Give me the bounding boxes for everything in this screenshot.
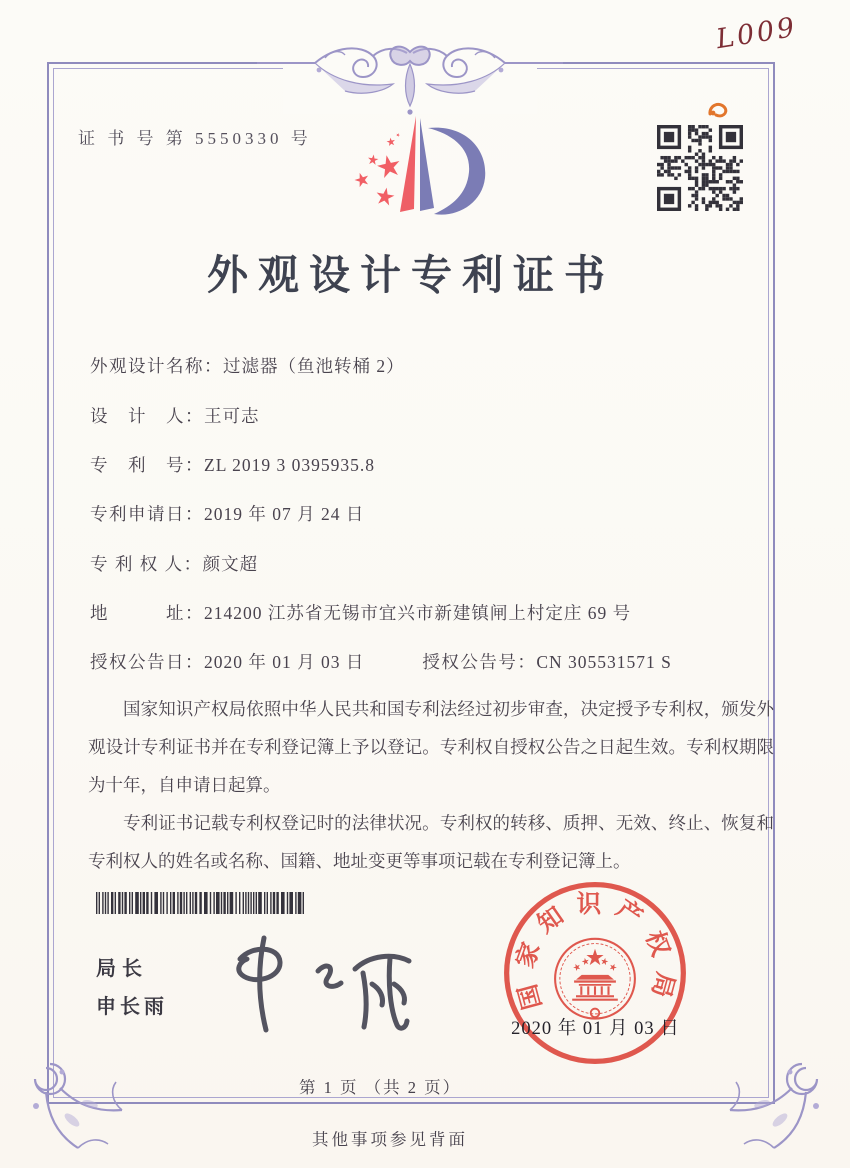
seal-date: 2020 年 01 月 03 日 [511, 1019, 680, 1039]
field-value: 214200 江苏省无锡市宜兴市新建镇闸上村定庄 69 号 [204, 603, 632, 623]
page-info: 第 1 页 （共 2 页） [298, 1078, 462, 1097]
field-row-filing-date [90, 501, 364, 526]
field-value: 2019 年 07 月 24 日 [204, 504, 365, 524]
qr-code-icon [657, 125, 743, 211]
field-value: 王可志 [204, 406, 260, 426]
legal-text-block [88, 690, 774, 880]
legal-paragraph-2: 专利证书记载专利权登记时的法律状况。专利权的转移、质押、无效、终止、恢复和专利权人的姓名或名称、国籍、地址变更等事项记载在专利登记簿上。 [88, 813, 774, 871]
field-label: 授权公告日： [90, 652, 204, 672]
field-row-patent-number [90, 452, 375, 477]
field-label: 专利申请日： [90, 504, 204, 524]
field-value: ZL 2019 3 0395935.8 [204, 455, 375, 475]
field-value: 2020 年 01 月 03 日 [204, 652, 365, 672]
field-label: 外观设计名称： [90, 356, 223, 376]
signature-handwriting-icon [222, 932, 422, 1038]
handwritten-note: L009 [714, 11, 800, 56]
field-label: 专 利 号： [90, 455, 204, 475]
field-row-grant [90, 649, 672, 674]
seal-agency-text: 国家知识产权局 [511, 891, 679, 1013]
orange-mark-icon [706, 100, 732, 122]
legal-paragraph-1: 国家知识产权局依照中华人民共和国专利法经过初步审查，决定授予专利权，颁发外观设计专利证书并在专利登记簿上予以登记。专利权自授权公告之日起生效。专利权期限为十年，自申请日起算。 [88, 699, 774, 795]
signatory-title: 局长 [96, 958, 148, 980]
field-row-designer [90, 403, 260, 428]
barcode-icon [96, 892, 310, 914]
field-value: 颜文超 [202, 554, 259, 574]
field-value: CN 305531571 S [536, 652, 672, 672]
cnipa-logo-icon [336, 110, 518, 234]
field-label: 授权公告号： [422, 652, 537, 672]
field-label: 专 利 权 人： [90, 554, 203, 574]
field-label: 设 计 人： [90, 406, 204, 426]
back-note: 其他事项参见背面 [312, 1130, 468, 1149]
field-row-patentee [90, 551, 258, 576]
field-row-address [90, 600, 631, 625]
certificate-number: 证 书 号 第 5550330 号 [78, 129, 312, 148]
signatory-name: 申长雨 [96, 996, 168, 1018]
field-value: 过滤器（鱼池转桶 2） [223, 356, 405, 376]
certificate-title: 外观设计专利证书 [207, 252, 615, 298]
field-row-design-name [90, 353, 405, 378]
field-label: 地 址： [90, 603, 204, 623]
